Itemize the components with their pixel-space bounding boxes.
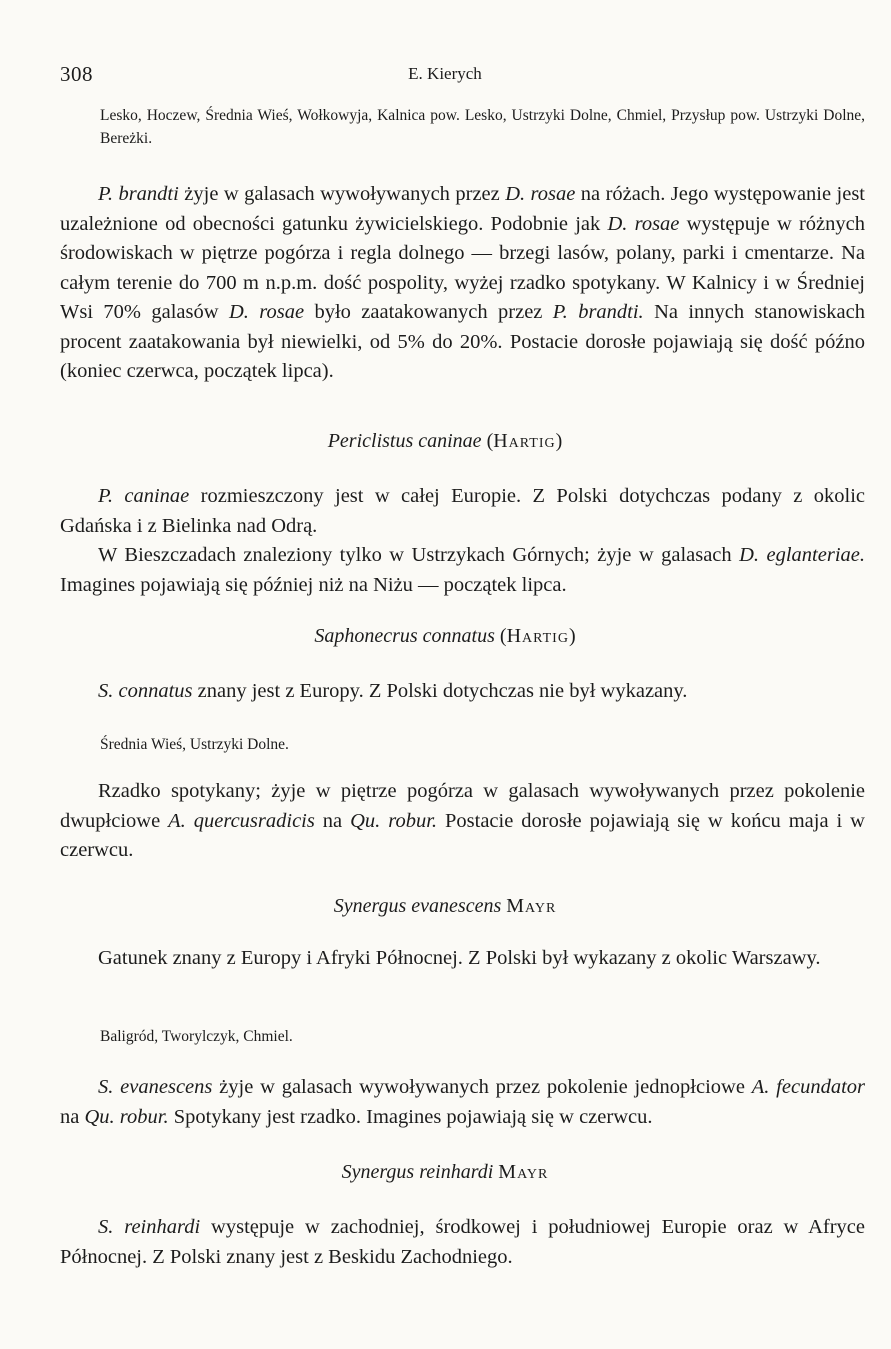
page-number: 308 xyxy=(60,62,93,86)
locality-list-1: Lesko, Hoczew, Średnia Wieś, Wołkowyja, Kalnica pow. Lesko, Ustrzyki Dolne, Chmiel, Przysłup pow. Ustrzyki Dolne, Bereżki. xyxy=(100,107,865,147)
locality-list-2: Średnia Wieś, Ustrzyki Dolne. xyxy=(100,736,289,753)
paragraph-reinhardi: S. reinhardi występuje w zachodniej, środkowej i południowej Europie oraz w Afryce Północnej. Z Polski znany jest z Beskidu Zachodniego. xyxy=(60,1216,865,1268)
paragraph-evanescens-1: Gatunek znany z Europy i Afryki Północnej. Z Polski był wykazany z okolic Warszawy. xyxy=(98,947,821,969)
species-heading-evanescens: Synergus evanescens Mayr xyxy=(333,895,557,917)
taxon-name: Qu. robur. xyxy=(350,809,438,832)
taxon-name: P. brandti. xyxy=(552,301,644,323)
taxon-name: A. quercusradicis xyxy=(168,809,315,832)
locality-list-3: Baligród, Tworylczyk, Chmiel. xyxy=(100,1028,293,1045)
taxon-name: S. connatus xyxy=(98,680,193,702)
taxon-name: Qu. robur. xyxy=(84,1105,169,1128)
paragraph-connatus-1: S. connatus znany jest z Europy. Z Polski dotychczas nie był wykazany. xyxy=(98,680,688,702)
taxon-name: D. rosae xyxy=(505,183,576,205)
species-heading-connatus: Saphonecrus connatus (Hartig) xyxy=(314,625,576,647)
taxon-name: D. eglanteriae. xyxy=(739,544,865,566)
paragraph-evanescens-2: S. evanescens żyje w galasach wywoływanych przez pokolenie jednopłciowe A. fecundator na Qu. robur. Spotykany jest rzadko. Imagines pojawiają się w czerwcu. xyxy=(60,1076,865,1128)
taxon-name: D. rosae xyxy=(228,301,305,323)
paragraph-brandti: P. brandti żyje w galasach wywoływanych przez D. rosae na różach. Jego występowanie jest uzależnione od obecności gatunku żywicielskiego. Podobnie jak D. rosae występuje w różnych środowiskach w piętrze pogórza i regla dolnego — brzegi lasów, polany, parki i cmentarze. Na całym terenie do 700 m n.p.m. dość pospolity, wyżej rzadko spotykany. W Kalnicy i w Średniej Wsi 70% galasów D. rosae było zaatakowanych przez P. brandti. Na innych stanowiskach procent zaatakowania był niewielki, od 5% do 20%. Postacie dorosłe pojawiają się dość późno (koniec czerwca, początek lipca). xyxy=(60,183,865,382)
page-header xyxy=(60,62,830,90)
taxon-name: S. evanescens xyxy=(98,1076,213,1098)
taxon-name: P. brandti xyxy=(98,183,179,205)
species-heading-reinhardi: Synergus reinhardi Mayr xyxy=(341,1161,549,1183)
paragraph-connatus-2: Rzadko spotykany; żyje w piętrze pogórza w galasach wywoływanych przez pokolenie dwupłciowe A. quercusradicis na Qu. robur. Postacie dorosłe pojawiają się w końcu maja i w czerwcu. xyxy=(60,780,865,861)
taxon-name: S. reinhardi xyxy=(98,1216,201,1238)
taxon-name: P. caninae xyxy=(98,485,190,507)
running-head-author: E. Kierych xyxy=(408,64,482,83)
taxon-name: D. rosae xyxy=(607,212,680,235)
paragraph-caninae-2: W Bieszczadach znaleziony tylko w Ustrzykach Górnych; żyje w galasach D. eglanteriae. Imagines pojawiają się później niż na Niżu — początek lipca. xyxy=(60,544,865,596)
paragraph-caninae-1: P. caninae rozmieszczony jest w całej Europie. Z Polski dotychczas podany z okolic Gdańska i z Bielinka nad Odrą. xyxy=(60,485,866,537)
species-heading-caninae: Periclistus caninae (Hartig) xyxy=(327,430,563,452)
taxon-name: A. fecundator xyxy=(751,1076,865,1098)
